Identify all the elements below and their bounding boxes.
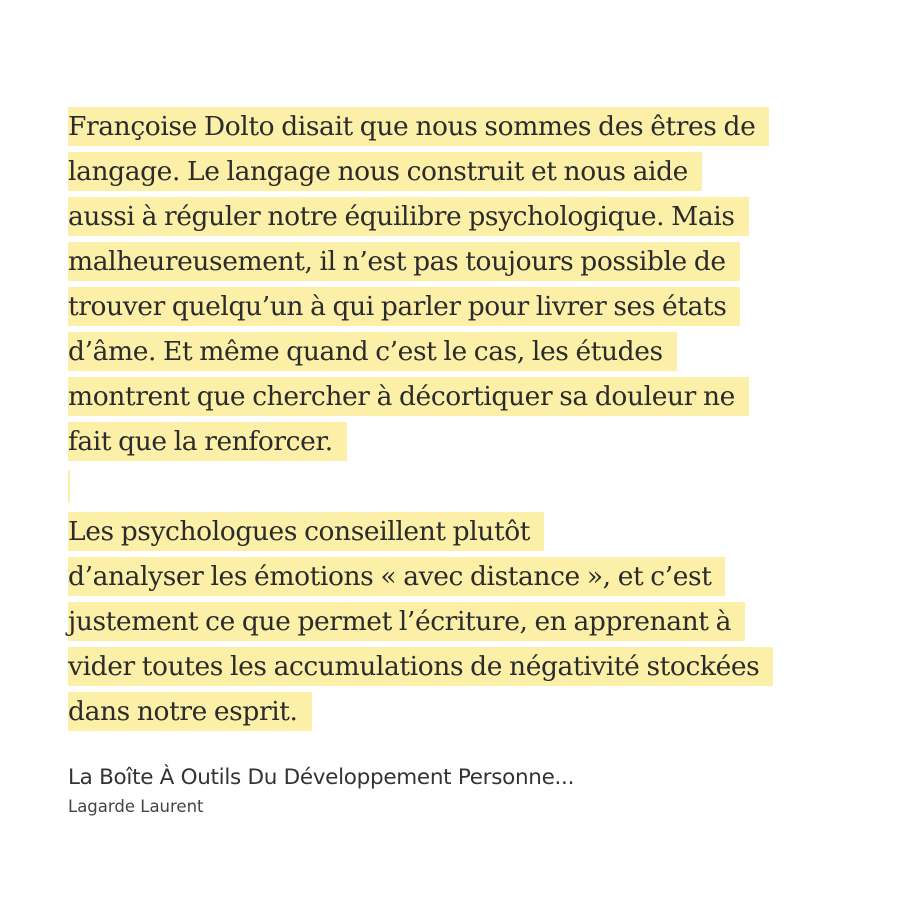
quote-source xyxy=(68,762,828,820)
highlighted-text: Les psychologues conseillent plutôt xyxy=(68,512,544,551)
quote-line xyxy=(68,104,828,149)
quote-line xyxy=(68,194,828,239)
highlighted-text: vider toutes les accumulations de négativité stockées xyxy=(68,647,773,686)
quote-line xyxy=(68,554,828,599)
highlighted-text: fait que la renforcer. xyxy=(68,422,347,461)
quote-line xyxy=(68,599,828,644)
highlighted-text: Françoise Dolto disait que nous sommes des êtres de xyxy=(68,107,769,146)
quote-line xyxy=(68,149,828,194)
highlighted-text: d’âme. Et même quand c’est le cas, les études xyxy=(68,332,677,371)
highlighted-text: malheureusement, il n’est pas toujours possible de xyxy=(68,242,740,281)
quote-line xyxy=(68,689,828,734)
highlighted-text: langage. Le langage nous construit et nous aide xyxy=(68,152,702,191)
quote-line xyxy=(68,374,828,419)
book-author: Lagarde Laurent xyxy=(68,797,204,816)
quote-line xyxy=(68,509,828,554)
quote-paragraph-1 xyxy=(68,104,828,464)
highlighted-text: d’analyser les émotions « avec distance », et c’est xyxy=(68,557,725,596)
highlighted-text: montrent que chercher à décortiquer sa douleur ne xyxy=(68,377,749,416)
highlighted-quote[interactable] xyxy=(68,104,828,734)
quote-line xyxy=(68,284,828,329)
quote-line xyxy=(68,329,828,374)
quote-line xyxy=(68,419,828,464)
paragraph-break xyxy=(68,464,828,509)
highlighted-text: dans notre esprit. xyxy=(68,692,312,731)
book-title[interactable]: La Boîte À Outils Du Développement Personne... xyxy=(68,765,575,790)
highlighted-text: aussi à réguler notre équilibre psychologique. Mais xyxy=(68,197,749,236)
quote-line xyxy=(68,644,828,689)
quote-paragraph-2 xyxy=(68,509,828,734)
highlight-break-marker xyxy=(68,470,70,503)
highlighted-text: trouver quelqu’un à qui parler pour livrer ses états xyxy=(68,287,740,326)
highlighted-text: justement ce que permet l’écriture, en apprenant à xyxy=(68,602,745,641)
quote-line xyxy=(68,239,828,284)
